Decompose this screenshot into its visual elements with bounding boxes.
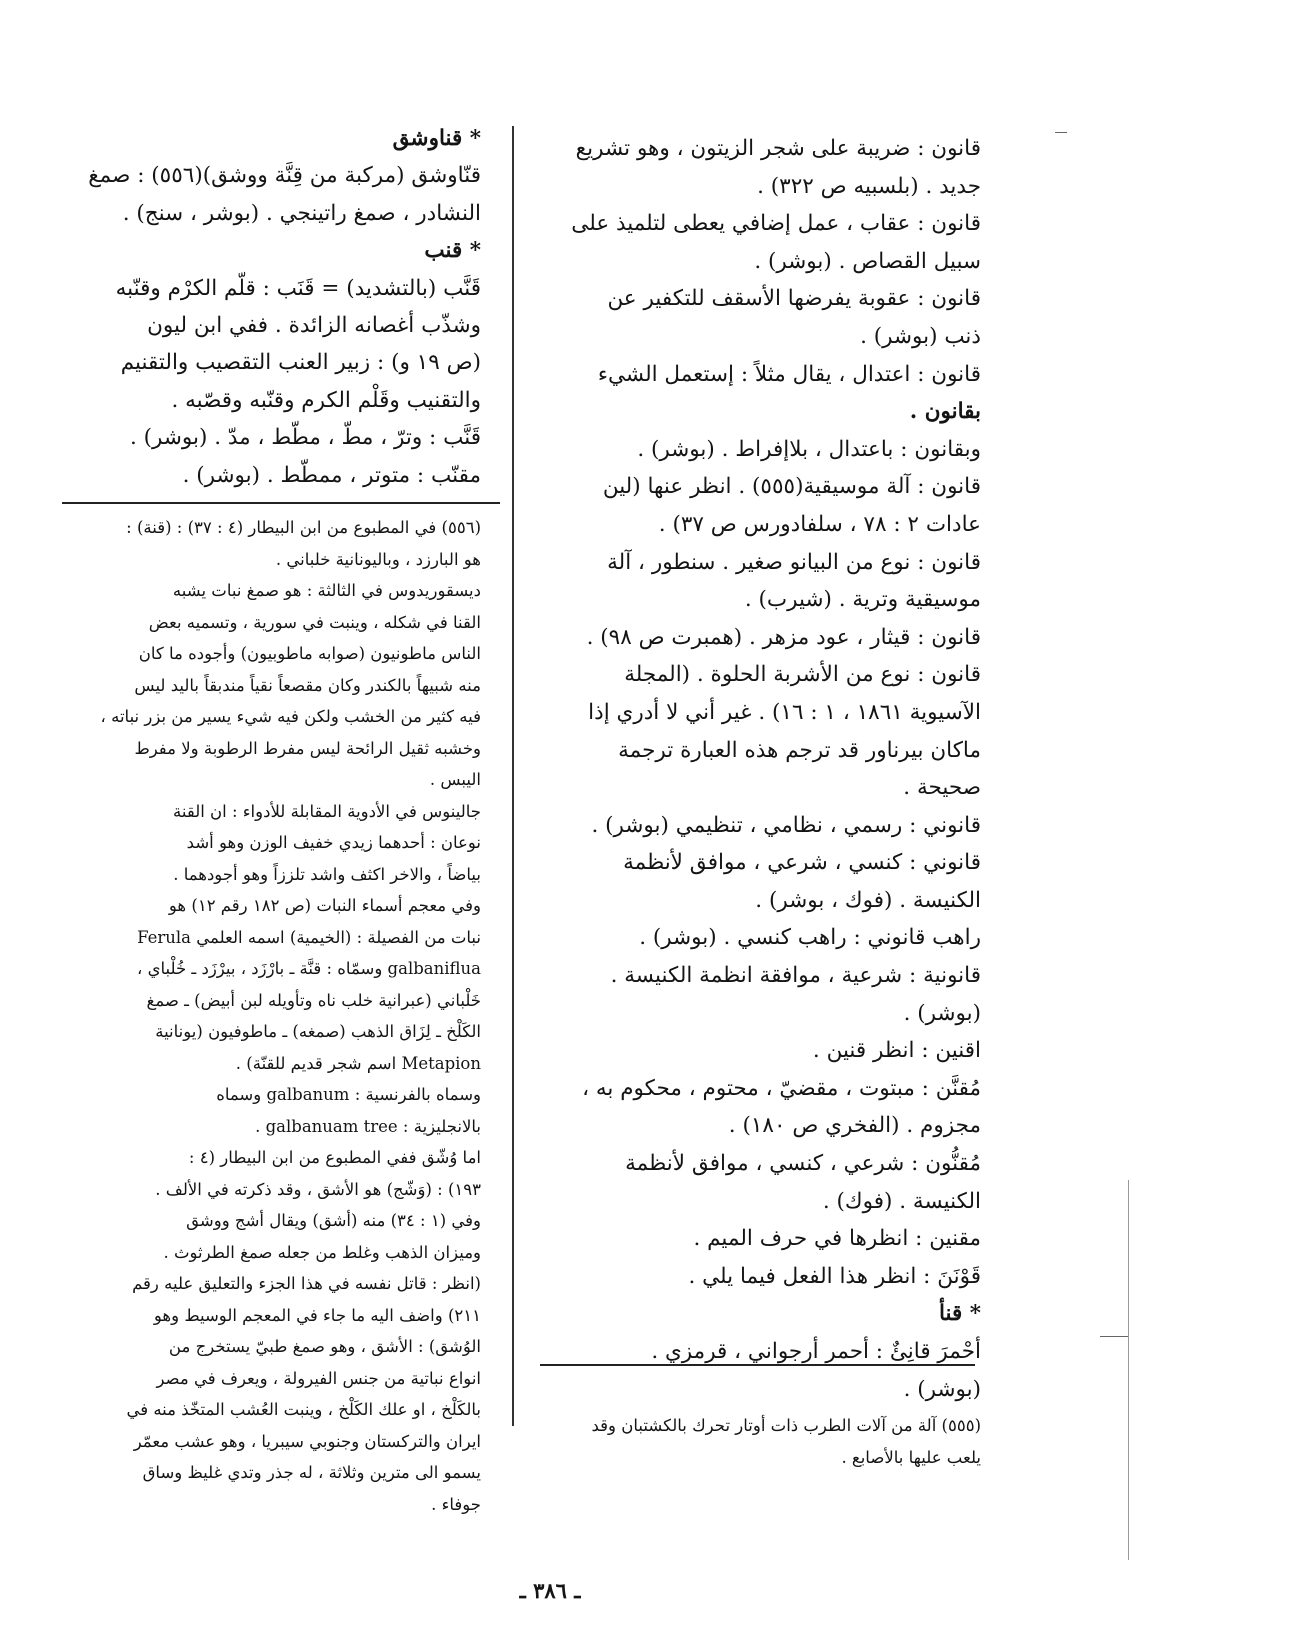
entry-line: مقنّب : متوتر ، ممطّط . (بوشر) . — [182, 462, 481, 488]
entry-line: مُقنُّون : شرعي ، كنسي ، موافق لأنظمة — [625, 1151, 981, 1177]
entry-line: اقنين : انظر قنين . — [812, 1038, 981, 1064]
footnote-line: اليبس . — [429, 770, 481, 789]
footnote-line: نوعان : أحدهما زيدي خفيف الوزن وهو أشد — [186, 833, 481, 852]
footnote-line: (٥٥٥) آلة من آلات الطرب ذات أوتار تحرك بالكشتبان وقد — [591, 1416, 981, 1435]
entry-line: قانون : ضريبة على شجر الزيتون ، وهو تشريع — [575, 136, 981, 161]
footnote-line: وفي (١ : ٣٤) منه (أشق) ويقال أشج ووشق — [186, 1211, 481, 1230]
entry-line: قانون : اعتدال ، يقال مثلاً : إستعمل الشيء — [597, 361, 981, 387]
entry-line: قنّاوشق (مركبة من قِنَّة ووشق)(٥٥٦) : صمغ — [88, 163, 481, 189]
entry-line: والتقنيب وقَلْم الكرم وقنّبه وقصّبه . — [171, 387, 481, 413]
footnote-line: القنا في شكله ، وينبت في سورية ، وتسميه بعض — [148, 612, 481, 632]
footnote-line: جوفاء . — [431, 1494, 481, 1514]
footnote-line: يسمو الى مترين وثلاثة ، له جذر وتدي غليظ وساق — [142, 1463, 481, 1482]
footnote-line: galbaniflua وسمّاه : قنَّة ـ بارْزَد ، بيرْزَد ـ خُلْباي ، — [137, 959, 481, 978]
entry-line: مجزوم . (الفخري ص ١٨٠) . — [728, 1113, 981, 1139]
entry-line: قانوني : رسمي ، نظامي ، تنظيمي (بوشر) . — [591, 812, 981, 838]
entry-line: مُقنَّن : مبتوت ، مقضيّ ، محتوم ، محكوم به ، — [582, 1075, 981, 1101]
entry-line: الكنيسة . (فوك) . — [822, 1188, 981, 1214]
footnote-line: ديسقوريدوس في الثالثة : هو صمغ نبات يشبه — [172, 581, 481, 600]
entry-line: قانون : عقوبة يفرضها الأسقف للتكفير عن — [607, 286, 981, 312]
entry-line: (بوشر) . — [903, 1376, 981, 1402]
margin-edge-line — [1128, 1180, 1129, 1560]
footnote-line: فيه كثير من الخشب ولكن فيه شيء يسير من بزر نباته ، — [100, 707, 481, 726]
entry-line: قانون : آلة موسيقية(٥٥٥) . انظر عنها (لين — [602, 474, 981, 500]
entry-line: مقنين : انظرها في حرف الميم . — [693, 1226, 981, 1252]
entry-line: بقانون . — [909, 399, 981, 425]
entry-line: قانون : عقاب ، عمل إضافي يعطى لتلميذ على — [571, 211, 981, 237]
page-number: ـ ٣٨٦ ـ — [519, 1578, 581, 1603]
entry-line: الكنيسة . (فوك ، بوشر) . — [755, 887, 981, 913]
footnote-line: هو البارزد ، وباليونانية خلباني . — [275, 549, 481, 569]
right-column — [541, 130, 981, 1467]
entry-line: الآسيوية ١٨٦١ ، ١ : ١٦) . غير أني لا أدري إذا — [588, 699, 981, 725]
footnote-line: (٥٥٦) في المطبوع من ابن البيطار (٤ : ٣٧) : (قنة) : — [126, 518, 481, 537]
footnote-line: وميزان الذهب وغلط من جعله صمغ الطرثوث . — [163, 1242, 481, 1262]
footnote-line: وفي معجم أسماء النبات (ص ١٨٢ رقم ١٢) هو — [168, 896, 481, 915]
entry-line: ذنب (بوشر) . — [860, 323, 981, 349]
footnote-line: ٢١١) واضف اليه ما جاء في المعجم الوسيط وهو — [153, 1305, 481, 1325]
entry-line: أحْمرَ قانِئٌ : أحمر أرجواني ، قرمزي . — [651, 1339, 981, 1364]
section-heading: * قنأ — [938, 1301, 981, 1327]
entry-line: (بوشر) . — [903, 1000, 981, 1026]
footnote-line: اما وُشّق ففي المطبوع من ابن البيطار (٤ : — [188, 1148, 481, 1167]
entry-line: راهب قانوني : راهب كنسي . (بوشر) . — [639, 925, 981, 951]
footnote-line: ١٩٣) : (وَشّج) هو الأشق ، وقد ذكرته في الألف . — [155, 1179, 481, 1199]
entry-line: عادات ٢ : ٧٨ ، سلفادورس ص ٣٧) . — [658, 511, 981, 537]
footnote-line: الكَلْخ ـ لِزَاق الذهب (صمغه) ـ ماطوفيون (يونانية — [155, 1022, 481, 1041]
footnote-line: انواع نباتية من جنس الفيرولة ، ويعرف في مصر — [156, 1368, 481, 1388]
footnote-line: Metapion اسم شجر قديم للقنّة) . — [235, 1053, 481, 1073]
entry-line: جديد . (بلسبيه ص ٣٢٢) . — [757, 173, 981, 199]
footnote-line: وسماه بالفرنسية : galbanum وسماه — [216, 1085, 481, 1104]
entry-line: قَنَّب : وترّ ، مطّ ، مطّط ، مدّ . (بوشر) . — [129, 425, 481, 451]
footnote-rule — [540, 1364, 975, 1366]
margin-mark — [1055, 132, 1067, 133]
entry-line: قانوني : كنسي ، شرعي ، موافق لأنظمة — [623, 850, 981, 876]
entry-line: قانون : قيثار ، عود مزهر . (همبرت ص ٩٨) . — [586, 624, 981, 650]
footnote-line: ايران والتركستان وجنوبي سيبريا ، وهو عشب معمّر — [133, 1431, 481, 1451]
section-heading: * قناوشق — [392, 126, 481, 151]
entry-line: قانون : نوع من البيانو صغير . سنطور ، آلة — [607, 549, 981, 575]
entry-line: قَنَّب (بالتشديد) = قَنَب : قلّم الكرْم وقنّبه — [115, 275, 481, 301]
footnote-line: الوُشق) : الأشق ، وهو صمغ طبيّ يستخرج من — [168, 1337, 481, 1356]
entry-line: قانونية : شرعية ، موافقة انظمة الكنيسة . — [610, 963, 981, 989]
footnote-block — [41, 512, 481, 1520]
footnote-line: نبات من الفصيلة : (الخيمية) اسمه العلمي Ferula — [137, 927, 481, 947]
entry-line: وبقانون : باعتدال ، بلاإفراط . (بوشر) . — [637, 436, 981, 462]
entry-line: موسيقية وترية . (شيرب) . — [744, 587, 981, 613]
footnote-line: بياضاً ، والاخر اكثف واشد تلززاً وهو أجودهما . — [173, 864, 481, 884]
footnote-block — [541, 1410, 981, 1473]
footnote-line: الناس ماطونيون (صوابه ماطوبيون) وأجوده ما كان — [138, 644, 481, 663]
footnote-line: جالينوس في الأدوية المقابلة للأدواء : ان القنة — [173, 801, 481, 821]
footnote-line: يلعب عليها بالأصابع . — [841, 1447, 981, 1467]
footnote-line: خَلْباني (عبرانية خلب ناه وتأويله لبن أبيض) ـ صمغ — [146, 990, 481, 1010]
margin-mark — [1100, 1336, 1128, 1337]
footnote-line: بالكَلْخ ، او علك الكَلْخ ، وينبت العُشب المتخّذ منه في — [126, 1400, 481, 1419]
footnote-rule — [62, 502, 500, 504]
entry-line: (ص ١٩ و) : زبير العنب التقصيب والتقنيم — [120, 350, 481, 376]
footnote-line: (انظر : قاتل نفسه في هذا الجزء والتعليق عليه رقم — [132, 1274, 481, 1293]
footnote-line: وخشبه ثقيل الرائحة ليس مفرط الرطوبة ولا مفرط — [134, 738, 481, 758]
entry-line: قَوْنَنَ : انظر هذا الفعل فيما يلي . — [688, 1263, 981, 1289]
section-heading: * قنب — [424, 238, 481, 264]
column-divider — [512, 126, 514, 1426]
entry-line: النشادر ، صمغ راتينجي . (بوشر ، سنج) . — [122, 200, 481, 226]
footnote-line: بالانجليزية : galbanuam tree . — [255, 1116, 481, 1136]
entry-line: ماكان بيرناور قد ترجم هذه العبارة ترجمة — [618, 737, 981, 763]
entry-line: قانون : نوع من الأشربة الحلوة . (المجلة — [624, 662, 981, 688]
footnote-line: منه شبيهاً بالكندر وكان مقصعاً نقياً مندبقاً باليد ليس — [134, 675, 481, 695]
left-column — [41, 120, 481, 1514]
entry-line: وشذّب أغصانه الزائدة . ففي ابن ليون — [147, 313, 481, 339]
entry-line: سبيل القصاص . (بوشر) . — [754, 248, 981, 274]
entry-line: صحيحة . — [903, 775, 981, 801]
